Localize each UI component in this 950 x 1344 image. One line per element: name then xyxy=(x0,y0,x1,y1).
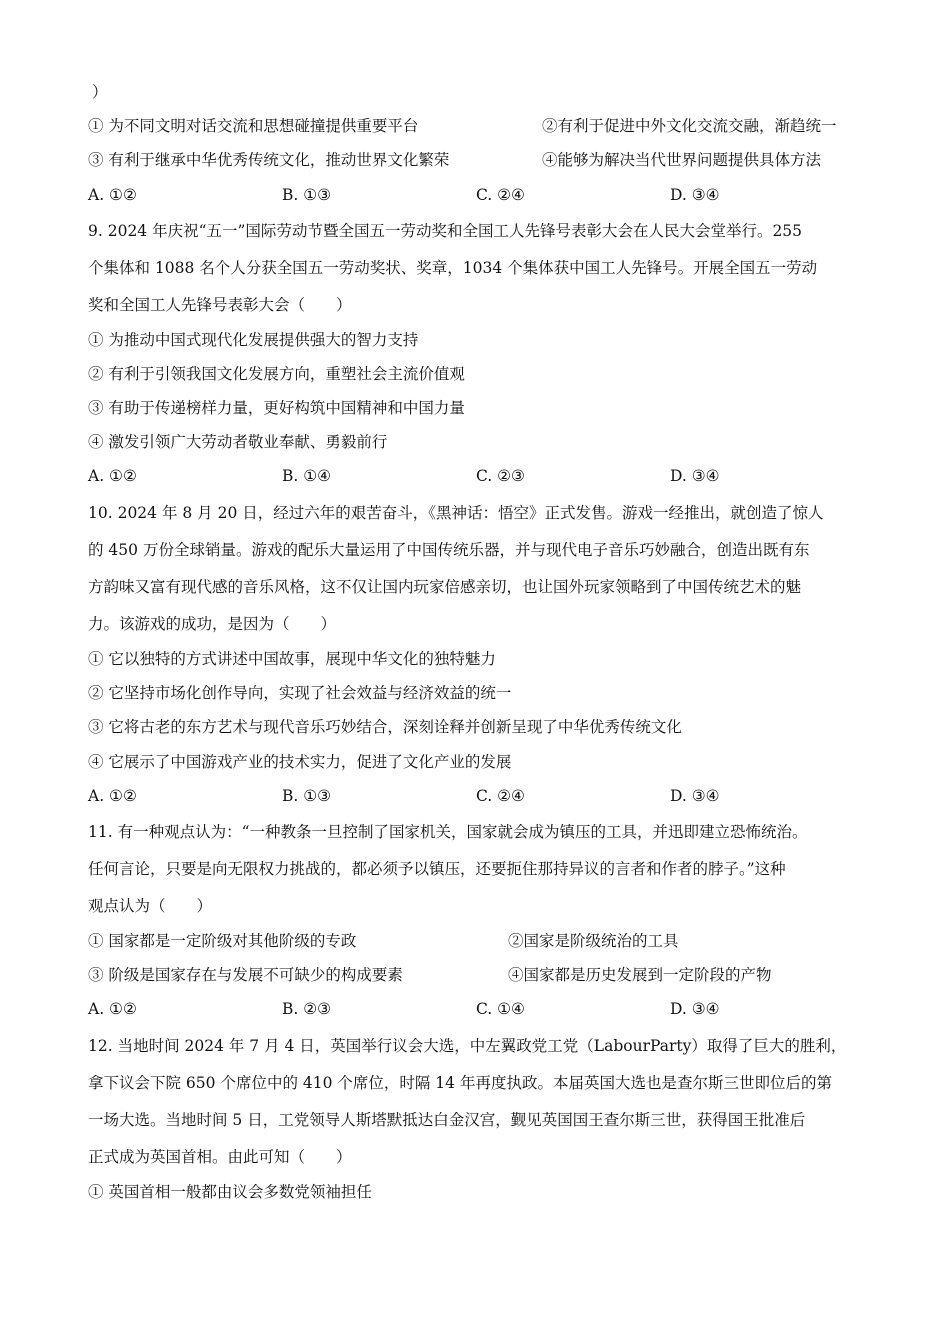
q8-option-2: ②有利于促进中外文化交流交融，渐趋统一 xyxy=(542,117,837,135)
q10-choices xyxy=(88,786,862,806)
q11-option-2: ②国家是阶级统治的工具 xyxy=(508,932,679,950)
q11-choices xyxy=(88,999,862,1019)
q8-stem-tail: ） xyxy=(92,83,108,101)
q8-choice-c[interactable]: C. ②④ xyxy=(476,186,525,204)
q12-option-1: ① 英国首相一般都由议会多数党领袖担任 xyxy=(88,1183,372,1201)
q10-option-2: ② 它坚持市场化创作导向，实现了社会效益与经济效益的统一 xyxy=(88,684,512,702)
q9-choice-a[interactable]: A. ①② xyxy=(88,467,137,485)
q10-choice-d[interactable]: D. ③④ xyxy=(670,787,720,805)
q10-stem-line-2: 的 450 万份全球销量。游戏的配乐大量运用了中国传统乐器，并与现代电子音乐巧妙融合，创造出既有东 xyxy=(88,541,810,559)
q10-choice-a[interactable]: A. ①② xyxy=(88,787,137,805)
q11-stem-line-2: 任何言论，只要是向无限权力挑战的，都必须予以镇压，还要扼住那持异议的言者和作者的脖子。”这种 xyxy=(88,860,786,878)
q12-stem-line-1: 12. 当地时间 2024 年 7 月 4 日，英国举行议会大选，中左翼政党工党（LabourParty）取得了巨大的胜利， xyxy=(88,1037,847,1055)
q12-stem-line-3: 一场大选。当地时间 5 日，工党领导人斯塔默抵达白金汉宫，觐见英国国王查尔斯三世，获得国王批准后 xyxy=(88,1111,806,1129)
q9-choice-c[interactable]: C. ②③ xyxy=(476,467,525,485)
q11-stem-line-3: 观点认为（ ） xyxy=(88,897,213,915)
q10-stem-line-4: 力。该游戏的成功，是因为（ ） xyxy=(88,615,337,633)
q10-choice-b[interactable]: B. ①③ xyxy=(282,787,332,805)
q9-choice-b[interactable]: B. ①④ xyxy=(282,467,332,485)
q11-stem-line-1: 11. 有一种观点认为：“一种教条一旦控制了国家机关，国家就会成为镇压的工具，并迅即建立恐怖统治。 xyxy=(88,823,808,841)
q9-option-2: ② 有利于引领我国文化发展方向，重塑社会主流价值观 xyxy=(88,365,465,383)
q12-stem-line-2: 拿下议会下院 650 个席位中的 410 个席位，时隔 14 年再度执政。本届英国大选也是查尔斯三世即位后的第 xyxy=(88,1074,832,1092)
q10-option-4: ④ 它展示了中国游戏产业的技术实力，促进了文化产业的发展 xyxy=(88,753,512,771)
q9-option-1: ① 为推动中国式现代化发展提供强大的智力支持 xyxy=(88,331,419,349)
q8-choice-a[interactable]: A. ①② xyxy=(88,186,137,204)
q8-option-4: ④能够为解决当代世界问题提供具体方法 xyxy=(542,151,822,169)
q10-option-1: ① 它以独特的方式讲述中国故事，展现中华文化的独特魅力 xyxy=(88,650,496,668)
q8-options-row-1 xyxy=(88,116,862,136)
q8-options-row-2 xyxy=(88,150,862,170)
q11-options-row-1 xyxy=(88,931,862,951)
q11-choice-b[interactable]: B. ②③ xyxy=(282,1000,332,1018)
q9-choices xyxy=(88,466,862,486)
q8-option-1: ① 为不同文明对话交流和思想碰撞提供重要平台 xyxy=(88,117,419,135)
q11-option-1: ① 国家都是一定阶级对其他阶级的专政 xyxy=(88,932,357,950)
q9-stem-line-3: 奖和全国工人先锋号表彰大会（ ） xyxy=(88,296,352,314)
q9-option-4: ④ 激发引领广大劳动者敬业奉献、勇毅前行 xyxy=(88,433,388,451)
q11-options-row-2 xyxy=(88,965,862,985)
q12-stem-line-4: 正式成为英国首相。由此可知（ ） xyxy=(88,1148,352,1166)
q10-choice-c[interactable]: C. ②④ xyxy=(476,787,525,805)
q9-option-3: ③ 有助于传递榜样力量，更好构筑中国精神和中国力量 xyxy=(88,399,465,417)
q10-stem-line-1: 10. 2024 年 8 月 20 日，经过六年的艰苦奋斗，《黑神话：悟空》正式发售。游戏一经推出，就创造了惊人 xyxy=(88,504,824,522)
q8-choice-d[interactable]: D. ③④ xyxy=(670,186,720,204)
q11-choice-a[interactable]: A. ①② xyxy=(88,1000,137,1018)
q11-choice-d[interactable]: D. ③④ xyxy=(670,1000,720,1018)
q8-option-3: ③ 有利于继承中华优秀传统文化，推动世界文化繁荣 xyxy=(88,151,450,169)
q8-choices xyxy=(88,185,862,205)
q11-choice-c[interactable]: C. ①④ xyxy=(476,1000,525,1018)
q11-option-3: ③ 阶级是国家存在与发展不可缺少的构成要素 xyxy=(88,966,403,984)
q10-stem-line-3: 方韵味又富有现代感的音乐风格，这不仅让国内玩家倍感亲切，也让国外玩家领略到了中国传统艺术的魅 xyxy=(88,578,802,596)
q11-option-4: ④国家都是历史发展到一定阶段的产物 xyxy=(508,966,772,984)
q9-choice-d[interactable]: D. ③④ xyxy=(670,467,720,485)
q10-option-3: ③ 它将古老的东方艺术与现代音乐巧妙结合，深刻诠释并创新呈现了中华优秀传统文化 xyxy=(88,718,682,736)
q8-choice-b[interactable]: B. ①③ xyxy=(282,186,332,204)
q9-stem-line-1: 9. 2024 年庆祝“五一”国际劳动节暨全国五一劳动奖和全国工人先锋号表彰大会在人民大会堂举行。255 xyxy=(88,222,803,240)
q9-stem-line-2: 个集体和 1088 名个人分获全国五一劳动奖状、奖章，1034 个集体获中国工人先锋号。开展全国五一劳动 xyxy=(88,259,818,277)
